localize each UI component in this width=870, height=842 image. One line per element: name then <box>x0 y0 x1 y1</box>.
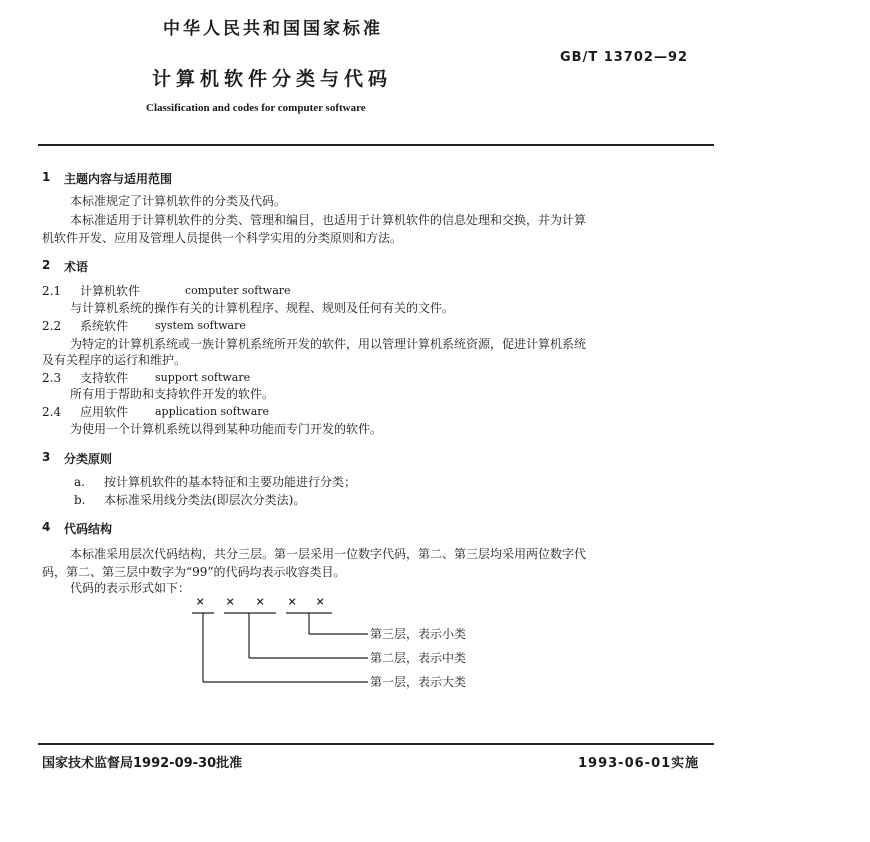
document-title-cn: 计算机软件分类与代码 <box>152 68 393 90</box>
term-2-4-definition: 为使用一个计算机系统以得到某种功能而专门开发的软件。 <box>70 422 383 436</box>
term-2-4-number: 2.4 <box>42 405 62 419</box>
term-2-1-number: 2.1 <box>42 284 62 298</box>
term-2-3-name: 支持软件 <box>80 371 129 385</box>
layer-3-label: 第三层，表示小类 <box>370 627 467 641</box>
section-4-number: 4 <box>42 520 51 534</box>
term-2-2-english: system software <box>155 319 246 332</box>
term-2-1-name: 计算机软件 <box>80 284 141 298</box>
principle-a-text: 按计算机软件的基本特征和主要功能进行分类； <box>104 475 357 489</box>
term-2-2-definition-line-1: 为特定的计算机系统或一族计算机系统所开发的软件，用以管理计算机系统资源，促进计算机系统 <box>70 337 587 351</box>
section-1-number: 1 <box>42 170 51 184</box>
principle-b-marker: b. <box>74 493 86 507</box>
effective-date-line: 1993-06-01实施 <box>578 756 700 771</box>
code-digit-5: × <box>316 594 325 610</box>
layer-1-label: 第一层，表示大类 <box>370 675 467 689</box>
header-rule <box>38 144 714 146</box>
section-2-title: 术语 <box>64 260 89 274</box>
section-2-number: 2 <box>42 258 51 272</box>
term-2-4-name: 应用软件 <box>80 405 129 419</box>
code-digit-4: × <box>288 594 297 610</box>
term-2-1-english: computer software <box>185 284 291 297</box>
section-1-para-2-line-1: 本标准适用于计算机软件的分类、管理和编目，也适用于计算机软件的信息处理和交换，并为计算 <box>70 213 587 227</box>
approval-line: 国家技术监督局1992-09-30批准 <box>42 756 243 771</box>
term-2-2-name: 系统软件 <box>80 319 129 333</box>
section-4-title: 代码结构 <box>64 522 113 536</box>
section-4-para-1-line-1: 本标准采用层次代码结构，共分三层。第一层采用一位数字代码，第二、第三层均采用两位数字代 <box>70 547 587 561</box>
section-3-number: 3 <box>42 450 51 464</box>
principle-b-text: 本标准采用线分类法(即层次分类法)。 <box>104 493 306 507</box>
term-2-3-number: 2.3 <box>42 371 62 385</box>
code-digit-1: × <box>196 594 205 610</box>
national-standard-heading: 中华人民共和国国家标准 <box>163 19 383 39</box>
section-3-title: 分类原则 <box>64 452 113 466</box>
footer-rule <box>38 743 714 745</box>
code-structure-diagram <box>190 594 510 694</box>
term-2-3-english: support software <box>155 371 251 384</box>
document-title-en: Classification and codes for computer software <box>146 102 366 114</box>
section-4-para-1-line-2: 码，第二、第三层中数字为“99”的代码均表示收容类目。 <box>42 565 346 579</box>
term-2-2-number: 2.2 <box>42 319 62 333</box>
term-2-4-english: application software <box>155 405 270 418</box>
code-digit-3: × <box>256 594 265 610</box>
term-2-1-definition: 与计算机系统的操作有关的计算机程序、规程、规则及任何有关的文件。 <box>70 301 455 315</box>
section-4-para-2: 代码的表示形式如下： <box>70 581 191 595</box>
section-1-para-1: 本标准规定了计算机软件的分类及代码。 <box>70 194 287 208</box>
layer-2-label: 第二层，表示中类 <box>370 651 467 665</box>
standard-code: GB/T 13702—92 <box>560 50 689 65</box>
term-2-3-definition: 所有用于帮助和支持软件开发的软件。 <box>70 387 275 401</box>
code-digit-2: × <box>226 594 235 610</box>
term-2-2-definition-line-2: 及有关程序的运行和维护。 <box>42 353 187 367</box>
section-1-para-2-line-2: 机软件开发、应用及管理人员提供一个科学实用的分类原则和方法。 <box>42 231 403 245</box>
principle-a-marker: a. <box>74 475 85 489</box>
section-1-title: 主题内容与适用范围 <box>64 172 173 186</box>
